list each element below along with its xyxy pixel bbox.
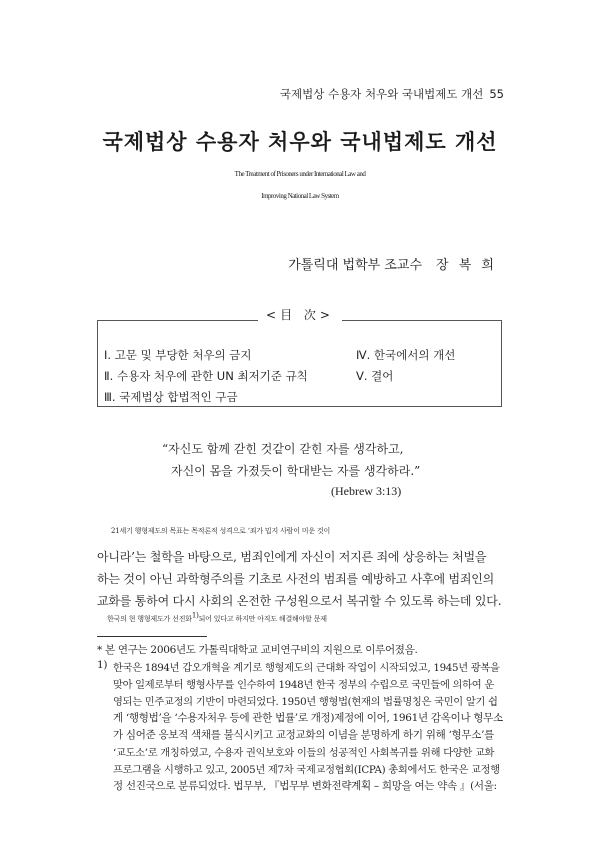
page-number: 55: [489, 87, 504, 101]
epigraph-line-1: “자신도 함께 갇힌 것같이 갇힌 자를 생각하고,: [162, 442, 404, 456]
footnote-1-line-2: 맞아 일제로부터 행형사무를 인수하여 1948년 한국 정부의 수립으로 국민들에 의하여 운: [113, 679, 494, 691]
footnote-ref-1: 1): [191, 611, 199, 620]
toc-item-2: Ⅱ. 수용자 처우에 관한 UN 최저기준 규칙: [104, 369, 308, 383]
body-line-2: 아니라’는 철학을 바탕으로, 범죄인에게 자신이 저지른 죄에 상응하는 처벌을: [97, 550, 487, 564]
epigraph-line-2: 자신이 몸을 가졌듯이 학대받는 자를 생각하라.”: [171, 464, 421, 478]
toc-item-5: Ⅴ. 결어: [356, 369, 394, 383]
running-head: [280, 86, 504, 102]
toc-item-4: Ⅳ. 한국에서의 개선: [356, 348, 456, 362]
toc-item-1: Ⅰ. 고문 및 부당한 처우의 금지: [104, 348, 252, 362]
article-title-korean: 국제법상 수용자 처우와 국내법제도 개선: [102, 129, 498, 154]
toc-item-3: Ⅲ. 국제법상 합법적인 구금: [104, 390, 238, 404]
body-line-5-before: 한국의 현 행형제도가 선진화: [107, 615, 192, 623]
footnote-rule: [97, 636, 207, 637]
article-title-english: [0, 163, 600, 207]
author-affiliation: 가톨릭대 법학부 조교수: [288, 258, 423, 273]
epigraph-source: (Hebrew 3:13): [331, 484, 402, 498]
footnote-1-line-4: 게 ‘행형법’을 ‘수용자처우 등에 관한 법률’로 개정)제정에 이어, 1961년 감옥이나 형무소: [113, 712, 503, 724]
footnote-1-line-3: 영되는 민주교정의 기반이 마련되었다. 1950년 행형법(현재의 법률명칭은 국민이 알기 쉽: [113, 696, 498, 708]
author-name: 장 복 희: [436, 258, 497, 273]
body-line-4: 교화를 통하여 다시 사회의 온전한 구성원으로서 복귀할 수 있도록 하는데 있다.: [97, 594, 502, 608]
body-line-5: [107, 611, 512, 624]
running-head-title: 국제법상 수용자 처우와 국내법제도 개선: [279, 87, 484, 101]
toc-heading: [0, 306, 600, 323]
body-line-1: 21세기 행형제도의 목표는 목적론적 성격으로 ‘죄가 밉지 사람이 미운 것이: [111, 527, 331, 535]
footnote-1-line-7: 프로그램을 시행하고 있고, 2005년 제7차 국제교정협회(ICPA) 총회에서도 한국은 교정행: [113, 764, 500, 776]
toc-heading-text: <目 次>: [258, 308, 342, 322]
body-line-5-after: 되어 있다고 하지만 아직도 해결해야할 문제: [198, 615, 327, 623]
footnote-1-line-8: 정 선진국으로 분류되었다. 법무부, 『법무부 변화전략계획 – 희망을 여는 약속 』(서울:: [113, 780, 497, 792]
footnote-1-line-5: 가 심어준 응보적 색채를 불식시키고 교정교화의 이념을 분명하게 하기 위해 ‘형무소’를: [113, 729, 494, 741]
title-en-line-2: Improving National Law System: [261, 192, 339, 200]
footnote-star: * 본 연구는 2006년도 가톨릭대학교 교비연구비의 지원으로 이루어졌음.: [97, 644, 418, 656]
author-line: [288, 254, 497, 273]
title-en-line-1: The Treatment of Prisoners under International Law and: [234, 170, 366, 178]
footnote-1-mark: 1): [97, 659, 108, 671]
footnote-1-line-1: 한국은 1894년 갑오개혁을 계기로 행형제도의 근대화 작업이 시작되었고, 1945년 광복을: [113, 662, 500, 674]
body-line-3: 하는 것이 아닌 과학형주의를 기초로 사전의 범죄를 예방하고 사후에 범죄인의: [97, 572, 495, 586]
footnote-1-line-6: ‘교도소’로 개칭하였고, 수용자 권익보호와 이들의 성공적인 사회복귀를 위해 다양한 교화: [113, 747, 495, 759]
